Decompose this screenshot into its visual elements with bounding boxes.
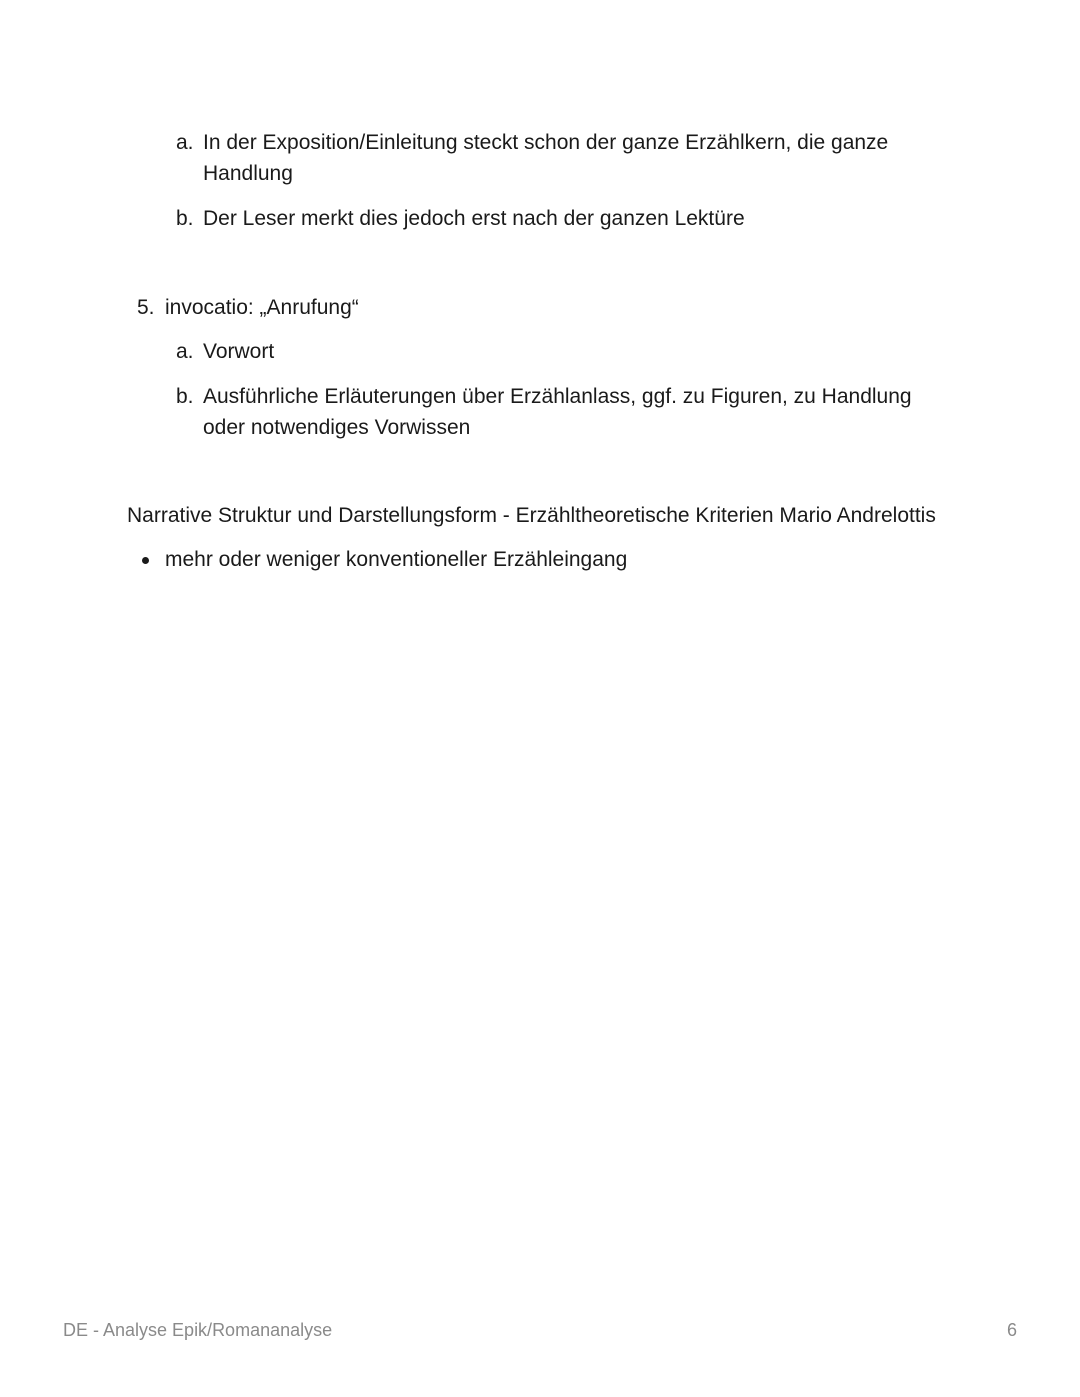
list-item-4b: Der Leser merkt dies jedoch erst nach der ganzen Lektüre (203, 207, 745, 230)
list-marker-5b: b. (176, 385, 194, 408)
list-marker-5: 5. (137, 296, 155, 319)
section-heading: Narrative Struktur und Darstellungsform - Erzähltheoretische Kriterien Mario Andrelottis (127, 504, 936, 527)
bullet-dot (142, 557, 149, 564)
list-item-4a-line1: In der Exposition/Einleitung steckt schon der ganze Erzählkern, die ganze (203, 131, 889, 154)
list-item-5b-line1: Ausführliche Erläuterungen über Erzählanlass, ggf. zu Figuren, zu Handlung (203, 385, 912, 408)
list-item-5a: Vorwort (203, 340, 275, 363)
list-item-5b-line2: oder notwendiges Vorwissen (203, 416, 471, 439)
page-number: 6 (1006, 1320, 1017, 1340)
footer-title: DE - Analyse Epik/Romananalyse (63, 1320, 333, 1340)
list-item-4a-line2: Handlung (203, 162, 293, 185)
list-item-5: invocatio: „Anrufung“ (165, 296, 359, 319)
list-marker-5a: a. (176, 340, 194, 363)
list-marker-4b: b. (176, 207, 194, 230)
list-marker-4a: a. (176, 131, 194, 154)
bullet-item: mehr oder weniger konventioneller Erzähleingang (165, 548, 628, 571)
